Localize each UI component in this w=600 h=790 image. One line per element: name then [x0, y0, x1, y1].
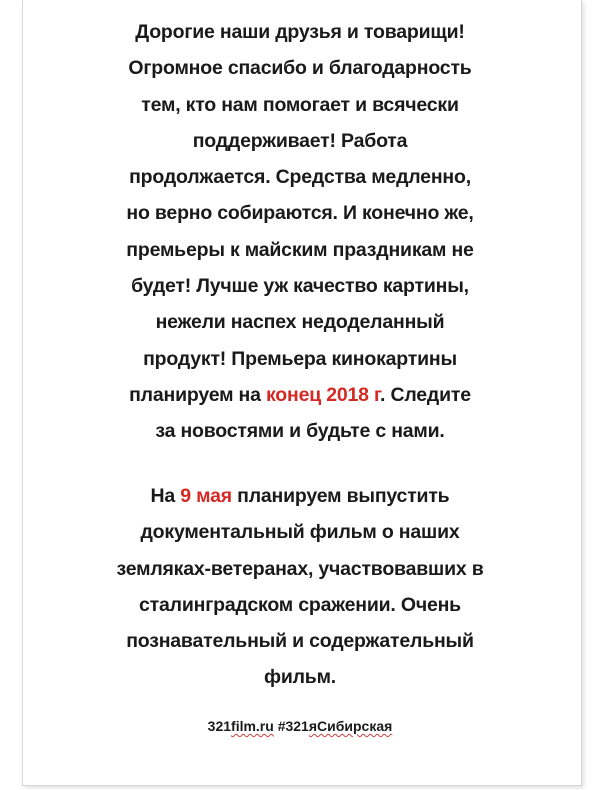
text-line: поддерживает! Работа — [192, 129, 408, 152]
text-line: за новостями и будьте с нами. — [155, 420, 445, 443]
text-line: Дорогие наши друзья и товарищи! — [135, 21, 465, 43]
text-segment: На — [150, 485, 181, 507]
text-line: познавательный и содержательный — [126, 630, 474, 653]
message-paragraph-2 — [40, 478, 560, 696]
hashtag-word: яСибирская — [308, 718, 393, 734]
text-line: будет! Лучше уж качество картины, — [131, 275, 469, 298]
text-line: сталинградском сражении. Очень — [139, 593, 461, 616]
text-line: фильм. — [263, 666, 337, 689]
text-line-premiere-date — [40, 377, 560, 413]
text-line: премьеры к майским праздникам не — [126, 238, 474, 261]
text-line: земляках-ветеранах, участвовавших в — [116, 557, 484, 580]
text-line: продолжается. Средства медленно, — [129, 166, 471, 189]
text-line: тем, кто нам помогает и всячески — [141, 93, 459, 116]
may-date-highlight: 9 мая — [180, 485, 232, 507]
website-link[interactable] — [208, 718, 274, 734]
message-paragraph-1 — [40, 14, 560, 450]
hashtag[interactable] — [274, 718, 393, 734]
text-segment: . Следите — [380, 383, 471, 406]
text-line: нежели наспех недоделанный — [155, 311, 445, 334]
text-line: документальный фильм о наших — [140, 521, 460, 544]
footer-links — [40, 718, 560, 734]
text-line: Огромное спасибо и благодарность — [128, 57, 472, 80]
website-domain: film.ru — [231, 718, 274, 734]
text-line-may-date — [40, 478, 560, 514]
text-segment: планируем на — [129, 383, 266, 406]
website-prefix: 321 — [207, 718, 232, 734]
hashtag-prefix: #321 — [273, 718, 309, 734]
premiere-date-highlight: конец 2018 г — [266, 383, 381, 406]
text-segment: планируем выпустить — [231, 485, 450, 507]
text-line: но верно собираются. И конечно же, — [126, 202, 474, 225]
text-line: продукт! Премьера кинокартины — [143, 347, 457, 370]
